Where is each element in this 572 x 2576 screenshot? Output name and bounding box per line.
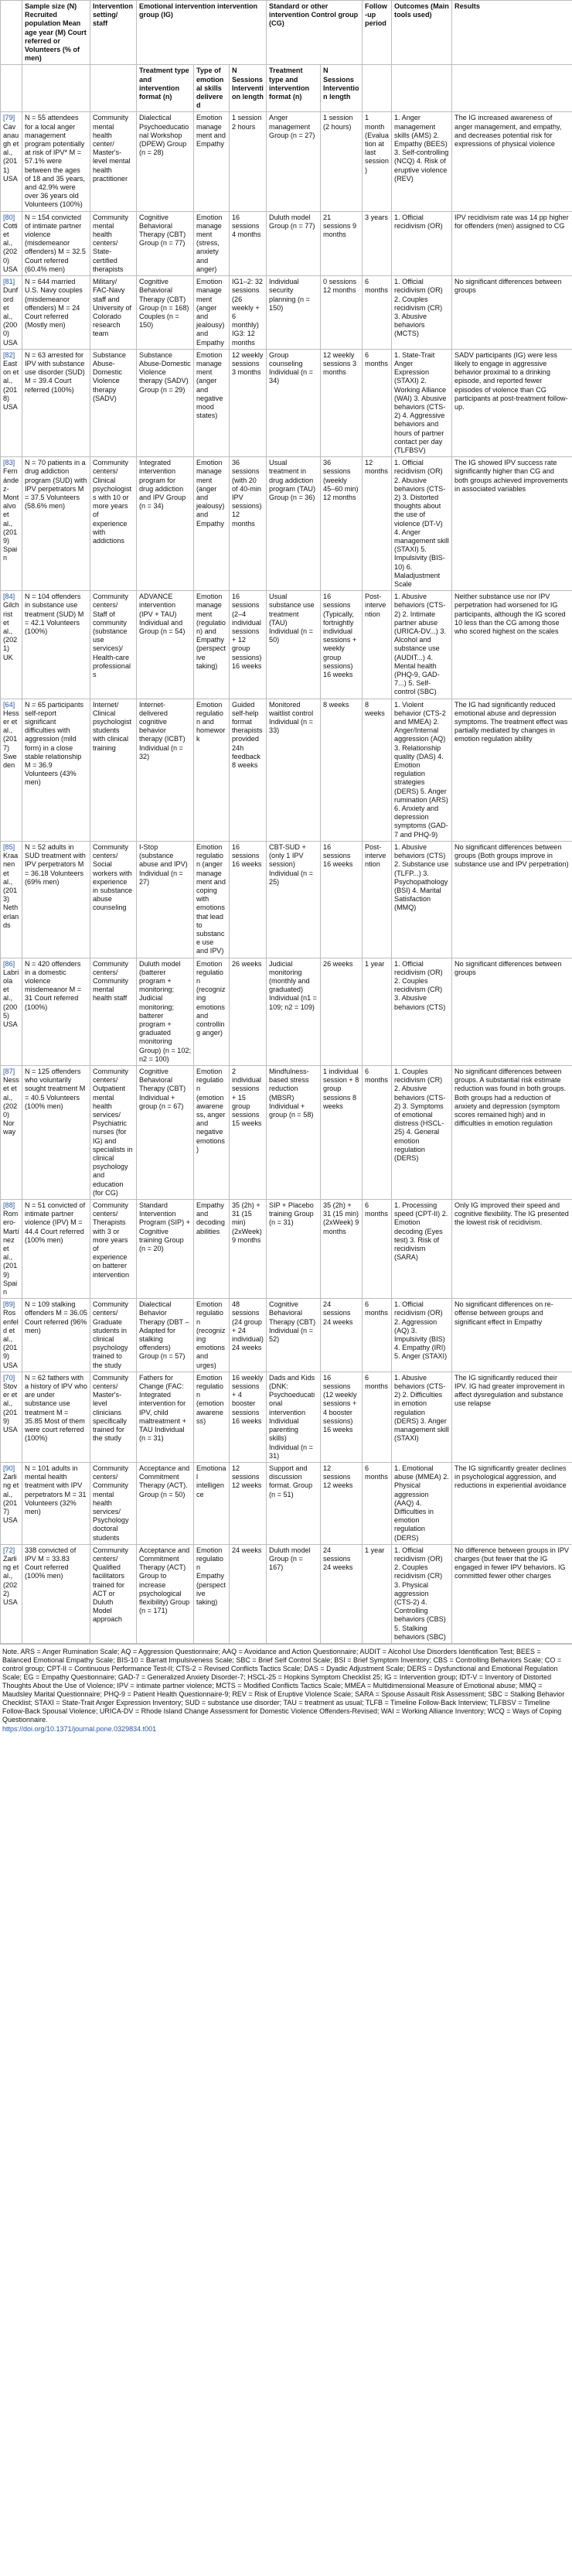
table-row <box>1 841 572 958</box>
ig-type-cell: Cognitive Behavioral Therapy (CBT) Group (n = 168) Couples (n = 150) <box>137 276 194 350</box>
reference-link[interactable]: [82] <box>3 350 15 359</box>
setting-cell: Community mental health center/ Master's-level mental health practitioner <box>90 112 137 211</box>
skills-cell: Emotion management (anger and jealousy) and Empathy <box>194 457 230 591</box>
skills-cell: Emotional intelligence <box>194 1462 230 1544</box>
outcomes-cell: 1. Abusive behaviors (CTS-2) 2. Difficulties in emotion regulation (DERS) 3. Anger management skill (STAXI) <box>392 1372 452 1462</box>
cg-sessions-cell: 24 sessions 24 weeks <box>321 1299 363 1372</box>
subheader-ig-sessions: N Sessions Intervention length <box>230 65 267 112</box>
header-outcomes: Outcomes (Main tools used) <box>392 1 452 65</box>
sample-cell: N = 55 attendees for a local anger management program potentially at risk of IPV* M = 57.1% were between the ages of 18 and 35 years, and 42.9% were over 36 years old Volunteers (100%) <box>22 112 90 211</box>
notes-text: Note. ARS = Anger Rumination Scale; AQ = Aggression Questionnaire; AAQ = Avoidance and Action Questionnaire; AUDIT = Alcohol Use Disorders Identification Test; BEES = Balanced Emotional Empathy Scale; BIS-10 = Barratt Impulsiveness Scale; SBC = Brief Self Control Scale; BSI = Brief Symptom Inventory; CBS = Controlling Behaviors Scale; CO = control group; CPT-II = Continuous Performance Test-II; CTS-2 = Revised Conflicts Tactics Scale; DAS = Dyadic Adjustment Scale; DERS = Dysfunctional and Emotional Regulation Scale; EG = Empathy Questionnaire; GAD-7 = Generalized Anxiety Disorder-7; HSCL-25 = Hopkins Symptom Checklist 25; IG = Intervention group; IDT-V = Inventory of Distorted Thoughts About the Use of Violence; IPV = intimate partner violence; MCTS = Modified Conflicts Tactics Scale; MMEA = Multidimensional Measure of Emotional abuse; MMQ = Maudsley Marital Questionnaire; PHQ-9 = Patient Health Questionnaire-9; REV = Risk of Eruptive Violence Scale; SARA = Spouse Assault Risk Assessment; SBC = Stalking Behavior Checklist; STAXI = State-Trait Anger Expression Inventory; SUD = substance use disorder; TAU = treatment as usual; TLFB = Timeline Follow-Back Interview; TLFBSV = Timeline Follow-Back Spousal Violence; URICA-DV = Rhode Island Change Assessment for Domestic Violence Offenders-Revised; WAI = Working Alliance Inventory; WCQ = Ways of Coping Questionnaire. <box>2 1647 565 1724</box>
sample-cell: N = 154 convicted of intimate partner violence (misdemeanor offenders) M = 32.5 Court referred (60.4% men) <box>22 211 90 275</box>
table-row <box>1 211 572 275</box>
cg-sessions-cell: 16 sessions (Typically, fortnightly individual sessions + weekly group sessions) 16 weeks <box>321 591 363 699</box>
cg-type-cell: Duluth model Group (n = 77) <box>267 211 321 275</box>
cg-type-cell: Monitored waitlist control Individual (n = 33) <box>267 699 321 841</box>
setting-cell: Community centers/ Staff of community (substance use services)/ Health-care professionals <box>90 591 137 699</box>
ig-type-cell: Standard Intervention Program (SIP) + Cognitive training Group (n = 20) <box>137 1200 194 1299</box>
cg-type-cell: Judicial monitoring (monthly and graduated) Individual (n1 = 109; n2 = 109) <box>267 958 321 1065</box>
setting-cell: Community centers/ Outpatient mental health services/ Psychiatric nurses (for IG) and specialists in clinical psychology and education (for CG) <box>90 1065 137 1199</box>
ig-type-cell: ADVANCE intervention (IPV + TAU) Individual and Group (n = 54) <box>137 591 194 699</box>
results-cell: Only IG improved their speed and cognitive flexibility. The IG presented the lowest risk of recidivism. <box>452 1200 572 1299</box>
results-cell: The IG had significantly reduced emotional abuse and depression symptoms. The treatment effect was partially mediated by changes in emotion regulation ability <box>452 699 572 841</box>
study-cell <box>1 1299 22 1372</box>
ig-type-cell: Cognitive Behavioral Therapy (CBT) Individual + group (n = 67) <box>137 1065 194 1199</box>
study-cell <box>1 591 22 699</box>
skills-cell: Emotion regulation (recognizing emotions and urges) <box>194 1299 230 1372</box>
setting-cell: Community centers/ Graduate students in clinical psychology trained to the study <box>90 1299 137 1372</box>
followup-cell: 6 months <box>363 276 392 350</box>
study-label: Cotti et al., (2020) USA <box>3 221 18 273</box>
cg-sessions-cell: 24 sessions 24 weeks <box>321 1544 363 1643</box>
skills-cell: Emotion regulation (anger management and coping with emotions that lead to substance use and IPV) <box>194 841 230 958</box>
reference-link[interactable]: [90] <box>3 1464 15 1472</box>
results-cell: No significant differences between groups <box>452 276 572 350</box>
skills-cell: Emotion management and Empathy <box>194 112 230 211</box>
ig-sessions-cell: 12 weekly sessions 3 months <box>230 349 267 456</box>
table-row <box>1 591 572 699</box>
reference-link[interactable]: [83] <box>3 459 15 467</box>
ig-sessions-cell: 24 weeks <box>230 1544 267 1643</box>
table-row <box>1 1299 572 1372</box>
table-header-row <box>1 1 572 65</box>
study-cell <box>1 211 22 275</box>
results-cell: The IG increased awareness of anger management, and empathy, and decreases potential risk for expressions of physical violence <box>452 112 572 211</box>
cg-sessions-cell: 35 (2h) + 31 (15 min) (2xWeek) 9 months <box>321 1200 363 1299</box>
skills-cell: Emotion management (anger and negative mood states) <box>194 349 230 456</box>
cg-type-cell: Dads and Kids (DNK: Psychoeducational intervention Individual parenting skills) Individual (n = 31) <box>267 1372 321 1462</box>
study-label: Fernández-Montalvo et al., (2019) Spain <box>3 467 19 562</box>
reference-link[interactable]: [89] <box>3 1300 15 1309</box>
ig-type-cell: Substance Abuse-Domestic Violence therapy (SADV) Group (n = 29) <box>137 349 194 456</box>
outcomes-cell: 1. Couples recidivism (CR) 2. Abusive behaviors (CTS-2) 3. Symptoms of emotional distress (HSCL-25) 4. General emotion regulation (DERS) <box>392 1065 452 1199</box>
ig-type-cell: Internet-delivered cognitive behavior therapy (ICBT) Individual (n = 32) <box>137 699 194 841</box>
cg-sessions-cell: 12 sessions 12 weeks <box>321 1462 363 1544</box>
ig-type-cell: Acceptance and Commitment Therapy (ACT). Group (n = 50) <box>137 1462 194 1544</box>
ig-type-cell: Acceptance and Commitment Therapy (ACT) Group to increase psychological flexibility) Group (n = 171) <box>137 1544 194 1643</box>
ig-type-cell: Cognitive Behavioral Therapy (CBT) Group (n = 77) <box>137 211 194 275</box>
setting-cell: Community mental health centers/ State-certified therapists <box>90 211 137 275</box>
table-row <box>1 699 572 841</box>
ig-sessions-cell: IG1–2: 32 sessions (26 weekly + 6 monthly) IG3: 12 months <box>230 276 267 350</box>
study-cell <box>1 457 22 591</box>
followup-cell: 1 year <box>363 958 392 1065</box>
study-label: Easton et al., (2018) USA <box>3 359 19 411</box>
sample-cell: 338 convicted of IPV M = 33.83 Court referred (100% men) <box>22 1544 90 1643</box>
sample-cell: N = 52 adults in SUD treatment with IPV perpetrators M = 36.18 Volunteers (69% men) <box>22 841 90 958</box>
reference-link[interactable]: [85] <box>3 842 15 851</box>
table-notes <box>0 1644 572 1735</box>
setting-cell: Community centers/ Qualified facilitators trained for ACT or Duluth Model approach <box>90 1544 137 1643</box>
study-label: Romero-Martínez et al., (2019) Spain <box>3 1210 19 1297</box>
ig-type-cell: Fathers for Change (FAC: Integrated intervention for IPV, child maltreatment + TAU Individual (n = 31) <box>137 1372 194 1462</box>
subheader-cg-type: Treatment type and intervention format (n) <box>267 65 321 112</box>
table-row <box>1 1462 572 1544</box>
sample-cell: N = 420 offenders in a domestic violence misdemeanor M = 31 Court referred (100%) <box>22 958 90 1065</box>
header-intervention-group: Emotional intervention intervention group (IG) <box>137 1 267 65</box>
cg-type-cell: Group counseling Individual (n = 34) <box>267 349 321 456</box>
sample-cell: N = 63 arrested for IPV with substance use disorder (SUD) M = 39.4 Court referred (100%) <box>22 349 90 456</box>
ig-sessions-cell: 36 sessions (with 20 of 40-min IPV sessions) 12 months <box>230 457 267 591</box>
table-row <box>1 958 572 1065</box>
ig-sessions-cell: 35 (2h) + 31 (15 min) (2xWeek) 9 months <box>230 1200 267 1299</box>
sample-cell: N = 62 fathers with a history of IPV who are under substance use treatment M = 35.85 Most of them were court referred (100%) <box>22 1372 90 1462</box>
outcomes-cell: 1. Official recidivism (OR) 2. Aggression (AQ) 3. Impulsivity (BIS) 4. Empathy (IRI) 5. Anger (STAXI) <box>392 1299 452 1372</box>
setting-cell: Community centers/ Master's-level clinicians specifically trained for the study <box>90 1372 137 1462</box>
sample-cell: N = 104 offenders in substance use treatment (SUD) M = 42.1 Volunteers (100%) <box>22 591 90 699</box>
outcomes-cell: 1. Official recidivism (OR) 2. Abusive behaviors (CTS-2) 3. Distorted thoughts about the use of violence (DT-V) 4. Anger management skill (STAXI) 5. Impulsivity (BIS-10) 6. Maladjustment Scale <box>392 457 452 591</box>
cg-type-cell: Support and discussion format. Group (n = 51) <box>267 1462 321 1544</box>
sample-cell: N = 70 patients in a drug addiction program (SUD) with IPV perpetrators M = 37.5 Volunteers (58.6% men) <box>22 457 90 591</box>
study-cell <box>1 276 22 350</box>
study-label: Nesset et al., (2020) Norway <box>3 1076 19 1136</box>
skills-cell: Emotion management (regulation) and Empathy (perspective taking) <box>194 591 230 699</box>
study-label: Zarling et al., (2017) USA <box>3 1473 19 1525</box>
reference-link[interactable]: [70] <box>3 1373 15 1382</box>
table-row <box>1 349 572 456</box>
outcomes-cell: 1. Emotional abuse (MMEA) 2. Physical aggression (AAQ) 4. Difficulties in emotion regulation (DERS) <box>392 1462 452 1544</box>
study-label: Cavanaugh et al., (2011) USA <box>3 122 19 183</box>
study-cell <box>1 1544 22 1643</box>
table-row <box>1 1200 572 1299</box>
ig-sessions-cell: 16 sessions (2–4 individual sessions + 12 group sessions) 16 weeks <box>230 591 267 699</box>
cg-type-cell: Usual substance use treatment (TAU) Individual (n = 50) <box>267 591 321 699</box>
outcomes-cell: 1. Official recidivism (OR) 2. Couples recidivism (CR) 3. Abusive behaviors (MCTS) <box>392 276 452 350</box>
setting-cell: Community centers/ Social workers with experience in substance abuse counseling <box>90 841 137 958</box>
setting-cell: Military/ FAC-Navy staff and University of Colorado research team <box>90 276 137 350</box>
cg-sessions-cell: 1 individual session + 8 group sessions 8 weeks <box>321 1065 363 1199</box>
header-sample: Sample size (N) Recruited population Mean age year (M) Court referred or Volunteers (% of men) <box>22 1 90 65</box>
setting-cell: Community centers/ Community mental health services/ Psychology doctoral students <box>90 1462 137 1544</box>
sample-cell: N = 644 married U.S. Navy couples (misdemeanor offenders) M = 24 Court referred (Mostly men) <box>22 276 90 350</box>
followup-cell: Post-intervention <box>363 841 392 958</box>
ig-type-cell: Duluth model (batterer program + monitoring; Judicial monitoring; batterer program + graduated monitoring Group) (n = 102; n2 = 100) <box>137 958 194 1065</box>
outcomes-cell: 1. Abusive behaviors (CTS-2) 2. Intimate partner abuse (URICA-DV...) 3. Alcohol and substance use (AUDIT...) 4. Mental health (PHQ-9, GAD-7...) 5. Self-control (SBC) <box>392 591 452 699</box>
cg-sessions-cell: 26 weeks <box>321 958 363 1065</box>
cg-sessions-cell: 21 sessions 9 months <box>321 211 363 275</box>
study-label: Zarling et al., (2022) USA <box>3 1554 19 1606</box>
sample-cell: N = 51 convicted of intimate partner violence (IPV) M = 44.4 Court referred (100% men) <box>22 1200 90 1299</box>
cg-sessions-cell: 36 sessions (weekly 45–60 min) 12 months <box>321 457 363 591</box>
skills-cell: Empathy and decoding abilities <box>194 1200 230 1299</box>
reference-link[interactable]: [79] <box>3 114 15 122</box>
ig-sessions-cell: 1 session 2 hours <box>230 112 267 211</box>
study-cell <box>1 1462 22 1544</box>
followup-cell: 1 month (Evaluation at last session) <box>363 112 392 211</box>
results-cell: The IG showed IPV success rate significantly higher than CG and both groups achieved improvements in associated variables <box>452 457 572 591</box>
sample-cell: N = 101 adults in mental health treatment with IPV perpetrators M = 31 Volunteers (32% men) <box>22 1462 90 1544</box>
ig-sessions-cell: 16 sessions 16 weeks <box>230 841 267 958</box>
followup-cell: Post-intervention <box>363 591 392 699</box>
ig-type-cell: Dialectical Behavior Therapy (DBT – Adapted for stalking offenders) Group (n = 57) <box>137 1299 194 1372</box>
study-cell <box>1 112 22 211</box>
followup-cell: 6 months <box>363 1299 392 1372</box>
followup-cell: 1 year <box>363 1544 392 1643</box>
skills-cell: Emotion regulation (recognizing emotions and controlling anger) <box>194 958 230 1065</box>
header-results: Results <box>452 1 572 65</box>
study-label: Stover et al., (2019) USA <box>3 1382 18 1434</box>
setting-cell: Community centers/ Community mental health staff <box>90 958 137 1065</box>
outcomes-cell: 1. State-Trait Anger Expression (STAXI) 2. Working Alliance (WAI) 3. Abusive behaviors (CTS-2) 4. Aggressive behaviors and hours of partner contact per day (TLFBSV) <box>392 349 452 456</box>
study-cell <box>1 1372 22 1462</box>
results-cell: No difference between groups in IPV charges (but fewer that the IG engaged in fewer IPV behaviors. IG committed fewer other charges <box>452 1544 572 1643</box>
results-cell: No significant differences on re-offense between groups and significant effect in Empathy <box>452 1299 572 1372</box>
study-cell <box>1 1065 22 1199</box>
skills-cell: Emotion management (anger and jealousy) and Empathy <box>194 276 230 350</box>
header-followup: Follow-up period <box>363 1 392 65</box>
outcomes-cell: 1. Processing speed (CPT-II) 2. Emotion decoding (Eyes test) 3. Risk of recidivism (SARA) <box>392 1200 452 1299</box>
outcomes-cell: 1. Official recidivism (OR) <box>392 211 452 275</box>
followup-cell: 6 months <box>363 349 392 456</box>
ig-sessions-cell: 16 sessions 4 months <box>230 211 267 275</box>
reference-link[interactable]: [88] <box>3 1201 15 1210</box>
study-cell <box>1 958 22 1065</box>
outcomes-cell: 1. Violent behavior (CTS-2 and MMEA) 2. Anger/Internal aggression (AQ) 3. Relationship quality (DAS) 4. Emotion regulation strategies (DERS) 5. Anger rumination (ARS) 6. Anxiety and depression symptoms (GAD-7 and PHQ-9) <box>392 699 452 841</box>
table-row <box>1 1544 572 1643</box>
reference-link[interactable]: [72] <box>3 1546 15 1554</box>
header-setting: Intervention setting/ staff <box>90 1 137 65</box>
reference-link[interactable]: [87] <box>3 1067 15 1075</box>
setting-cell: Community centers/ Clinical psychologists with 10 or more years of experience with addictions <box>90 457 137 591</box>
reference-link[interactable]: [64] <box>3 700 15 709</box>
study-cell <box>1 699 22 841</box>
ig-type-cell: Dialectical Psychoeducational Workshop (DPEW) Group (n = 28) <box>137 112 194 211</box>
ig-type-cell: Integrated intervention program for drug addiction and IPV Group (n = 34) <box>137 457 194 591</box>
setting-cell: Substance Abuse-Domestic Violence therapy (SADV) <box>90 349 137 456</box>
sample-cell: N = 125 offenders who voluntarily sought treatment M = 40.5 Volunteers (100% men) <box>22 1065 90 1199</box>
cg-type-cell: Individual security planning (n = 150) <box>267 276 321 350</box>
table-subheader-row <box>1 65 572 112</box>
cg-type-cell: SIP + Placebo training Group (n = 31) <box>267 1200 321 1299</box>
followup-cell: 12 months <box>363 457 392 591</box>
table-row <box>1 112 572 211</box>
skills-cell: Emotion regulation and homework <box>194 699 230 841</box>
sample-cell: N = 109 stalking offenders M = 36.05 Court referred (96% men) <box>22 1299 90 1372</box>
doi-link[interactable]: https://doi.org/10.1371/journal.pone.0329834.t001 <box>2 1724 157 1733</box>
results-cell: IPV recidivism rate was 14 pp higher for offenders (men) assigned to CG <box>452 211 572 275</box>
followup-cell: 8 weeks <box>363 699 392 841</box>
results-cell: Neither substance use nor IPV perpetration had worsened for IG participants, although the IG scored 10 less than the CG among those who scored highest on the scales <box>452 591 572 699</box>
cg-sessions-cell: 8 weeks <box>321 699 363 841</box>
sample-cell: N = 65 participants self-report significant difficulties with aggression (mild form) in a close stable relationship M = 36.9 Volunteers (43% men) <box>22 699 90 841</box>
table-row <box>1 1065 572 1199</box>
followup-cell: 6 months <box>363 1200 392 1299</box>
study-label: Labriola et al., (2005) USA <box>3 968 19 1028</box>
cg-sessions-cell: 1 session (2 hours) <box>321 112 363 211</box>
skills-cell: Emotion regulation (emotion awareness, anger and negative emotions) <box>194 1065 230 1199</box>
header-ref <box>1 1 22 65</box>
cg-sessions-cell: 12 weekly sessions 3 months <box>321 349 363 456</box>
cg-type-cell: Mindfulness-based stress reduction (MBSR) Individual + group (n = 58) <box>267 1065 321 1199</box>
ig-type-cell: I-Stop (substance abuse and IPV) Individual (n = 27) <box>137 841 194 958</box>
results-cell: No significant differences between groups <box>452 958 572 1065</box>
subheader-ig-type: Treatment type and intervention format (n) <box>137 65 194 112</box>
ig-sessions-cell: 26 weeks <box>230 958 267 1065</box>
followup-cell: 3 years <box>363 211 392 275</box>
reference-link[interactable]: [80] <box>3 213 15 221</box>
cg-type-cell: Cognitive Behavioral Therapy (CBT) Individual (n = 52) <box>267 1299 321 1372</box>
cg-type-cell: CBT-SUD + (only 1 IPV session) Individual (n = 25) <box>267 841 321 958</box>
results-cell: SADV participants (IG) were less likely to engage in aggressive behavior proximal to a drinking episode, and reported fewer episodes of violence than CG participants at post-treatment follow-up. <box>452 349 572 456</box>
subheader-skills: Type of emotional skills delivered <box>194 65 230 112</box>
study-cell <box>1 1200 22 1299</box>
table-body <box>1 112 572 1644</box>
followup-cell: 6 months <box>363 1372 392 1462</box>
setting-cell: Community centers/ Therapists with 3 or more years of experience on batterer intervention <box>90 1200 137 1299</box>
outcomes-cell: 1. Abusive behaviors (CTS) 2. Substance use (TLFP...) 3. Psychopathology (BSI) 4. Marital Satisfaction (MMQ) <box>392 841 452 958</box>
table-row <box>1 276 572 350</box>
skills-cell: Emotion regulation (emotion awareness) <box>194 1372 230 1462</box>
setting-cell: Internet/ Clinical psychologist students with clinical training <box>90 699 137 841</box>
outcomes-cell: 1. Official recidivism (OR) 2. Couples recidivism (CR) 3. Abusive behaviors (CTS) <box>392 958 452 1065</box>
outcomes-cell: 1. Official recidivism (OR) 2. Couples recidivism (CR) 3. Physical aggression (CTS-2) 4. Controlling behaviors (CBS) 5. Stalking behaviors (SBC) <box>392 1544 452 1643</box>
results-cell: No significant differences between groups (Both groups improve in substance use and IPV perpetration) <box>452 841 572 958</box>
results-cell: No significant differences between groups. A substantial risk estimate reduction was found in both groups. Both groups had a reduction of anxiety and depression (symptom scores remained high) and in difficulties in emotion regulation <box>452 1065 572 1199</box>
ig-sessions-cell: 16 weekly sessions + 4 booster sessions 16 weeks <box>230 1372 267 1462</box>
study-label: Hesser et al., (2017) Sweden <box>3 709 19 770</box>
cg-type-cell: Anger management Group (n = 27) <box>267 112 321 211</box>
study-label: Gilchrist et al., (2021) UK <box>3 601 19 661</box>
cg-sessions-cell: 16 sessions 16 weeks <box>321 841 363 958</box>
study-label: Kraanen et al., (2013) Netherlands <box>3 852 19 929</box>
ig-sessions-cell: Guided self-help format therapists provided 24h feedback 8 weeks <box>230 699 267 841</box>
cg-sessions-cell: 0 sessions 12 months <box>321 276 363 350</box>
results-cell: The IG significantly reduced their IPV. IG had greater improvement in affect dysregulation and substance use relapse <box>452 1372 572 1462</box>
cg-type-cell: Duluth model Group (n = 167) <box>267 1544 321 1643</box>
ig-sessions-cell: 48 sessions (24 group + 24 individual) 24 weeks <box>230 1299 267 1372</box>
skills-cell: Emotion regulation Empathy (perspective taking) <box>194 1544 230 1643</box>
reference-link[interactable]: [84] <box>3 593 15 601</box>
study-label: Dunford et al., (2000) USA <box>3 286 19 347</box>
reference-link[interactable]: [81] <box>3 278 15 286</box>
reference-link[interactable]: [86] <box>3 959 15 968</box>
results-cell: The IG significantly greater declines in psychological aggression, and reductions in experiential avoidance <box>452 1462 572 1544</box>
table-row <box>1 1372 572 1462</box>
outcomes-cell: 1. Anger management skills (AMS) 2. Empathy (BEES) 3. Self-controlling (NCQ) 4. Risk of eruptive violence (REV) <box>392 112 452 211</box>
skills-cell: Emotion management (stress, anxiety and anger) <box>194 211 230 275</box>
ig-sessions-cell: 12 sessions 12 weeks <box>230 1462 267 1544</box>
ig-sessions-cell: 2 individual sessions + 15 group sessions 15 weeks <box>230 1065 267 1199</box>
followup-cell: 6 months <box>363 1462 392 1544</box>
table-row <box>1 457 572 591</box>
cg-sessions-cell: 16 sessions (12 weekly sessions + 4 booster sessions) 16 weeks <box>321 1372 363 1462</box>
subheader-cg-sessions: N Sessions Intervention length <box>321 65 363 112</box>
study-cell <box>1 349 22 456</box>
followup-cell: 6 months <box>363 1065 392 1199</box>
study-cell <box>1 841 22 958</box>
header-control-group: Standard or other intervention Control group (CG) <box>267 1 363 65</box>
study-label: Rosenfeld et al., (2019) USA <box>3 1309 19 1369</box>
cg-type-cell: Usual treatment in drug addiction program (TAU) Group (n = 36) <box>267 457 321 591</box>
